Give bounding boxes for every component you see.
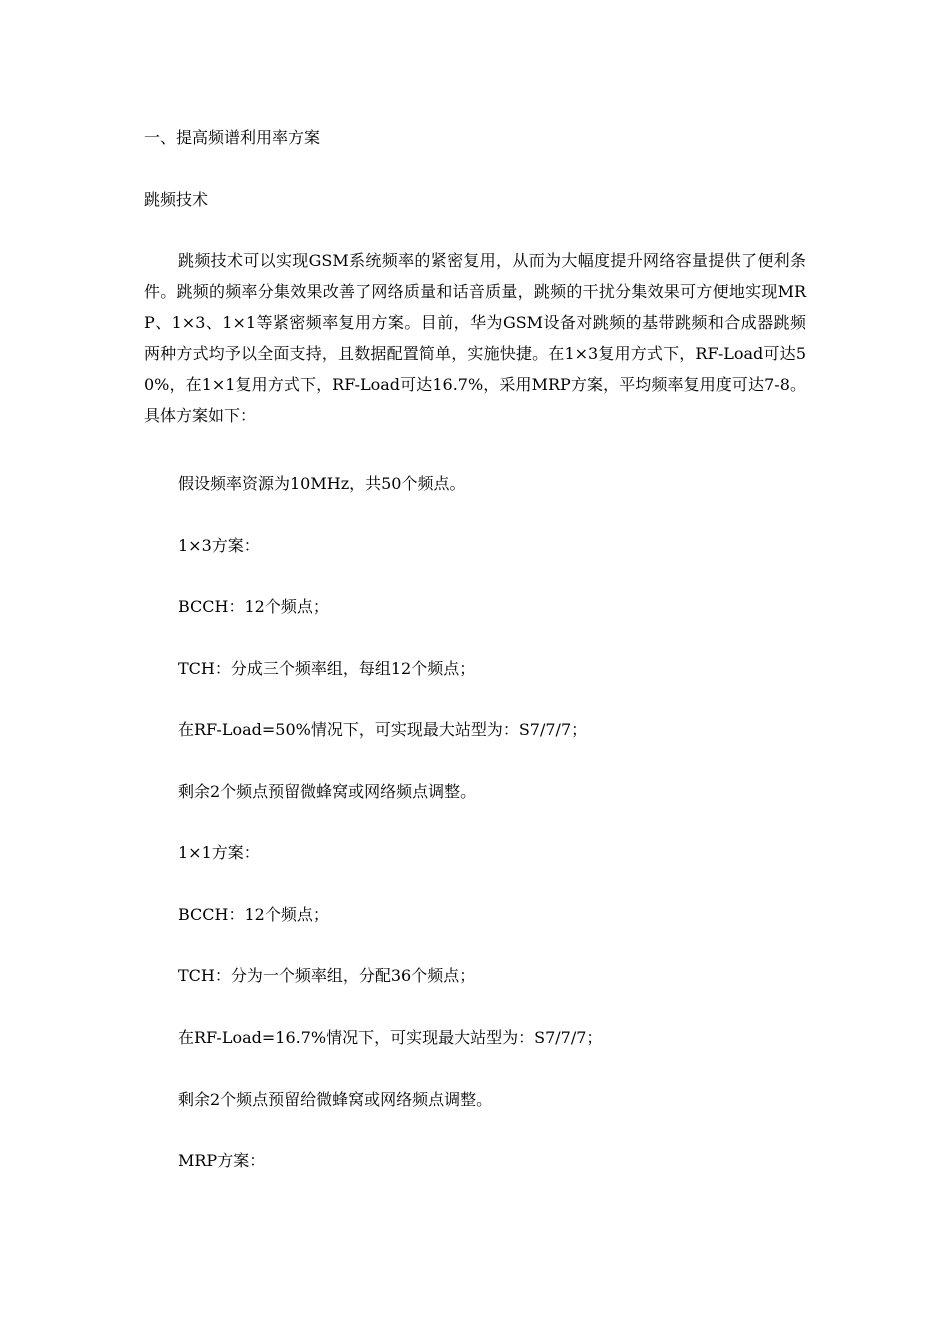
body-line-8: BCCH：12个频点； bbox=[178, 905, 329, 924]
body-line-12: MRP方案： bbox=[178, 1151, 266, 1170]
body-line-3: BCCH：12个频点； bbox=[178, 597, 329, 616]
body-line-7: 1×1方案： bbox=[178, 843, 260, 862]
subheading: 跳频技术 bbox=[144, 190, 209, 209]
body-line-2: 1×3方案： bbox=[178, 536, 260, 555]
intro-paragraph: 跳频技术可以实现GSM系统频率的紧密复用，从而为大幅度提升网络容量提供了便利条件。跳频的频率分集效果改善了网络质量和话音质量，跳频的干扰分集效果可方便地实现MRP、1×3、1×1等紧密频率复用方案。目前，华为GSM设备对跳频的基带跳频和合成器跳频两种方式均予以全面支持，且数据配置简单，实施快捷。在1×3复用方式下，RF-Load可达50%，在1×1复用方式下，RF-Load可达16.7%，采用MRP方案，平均频率复用度可达7-8。具体方案如下： bbox=[144, 251, 806, 425]
body-line-6: 剩余2个频点预留微蜂窝或网络频点调整。 bbox=[178, 782, 477, 801]
body-line-4: TCH：分成三个频率组，每组12个频点； bbox=[178, 659, 476, 678]
body-line-5: 在RF-Load=50%情况下，可实现最大站型为：S7/7/7； bbox=[178, 720, 588, 739]
section-heading: 一、提高频谱利用率方案 bbox=[144, 128, 321, 147]
body-line-11: 剩余2个频点预留给微蜂窝或网络频点调整。 bbox=[178, 1090, 493, 1109]
body-line-10: 在RF-Load=16.7%情况下，可实现最大站型为：S7/7/7； bbox=[178, 1028, 603, 1047]
body-line-9: TCH：分为一个频率组，分配36个频点； bbox=[178, 966, 476, 985]
body-line-1: 假设频率资源为10MHz，共50个频点。 bbox=[178, 474, 466, 493]
